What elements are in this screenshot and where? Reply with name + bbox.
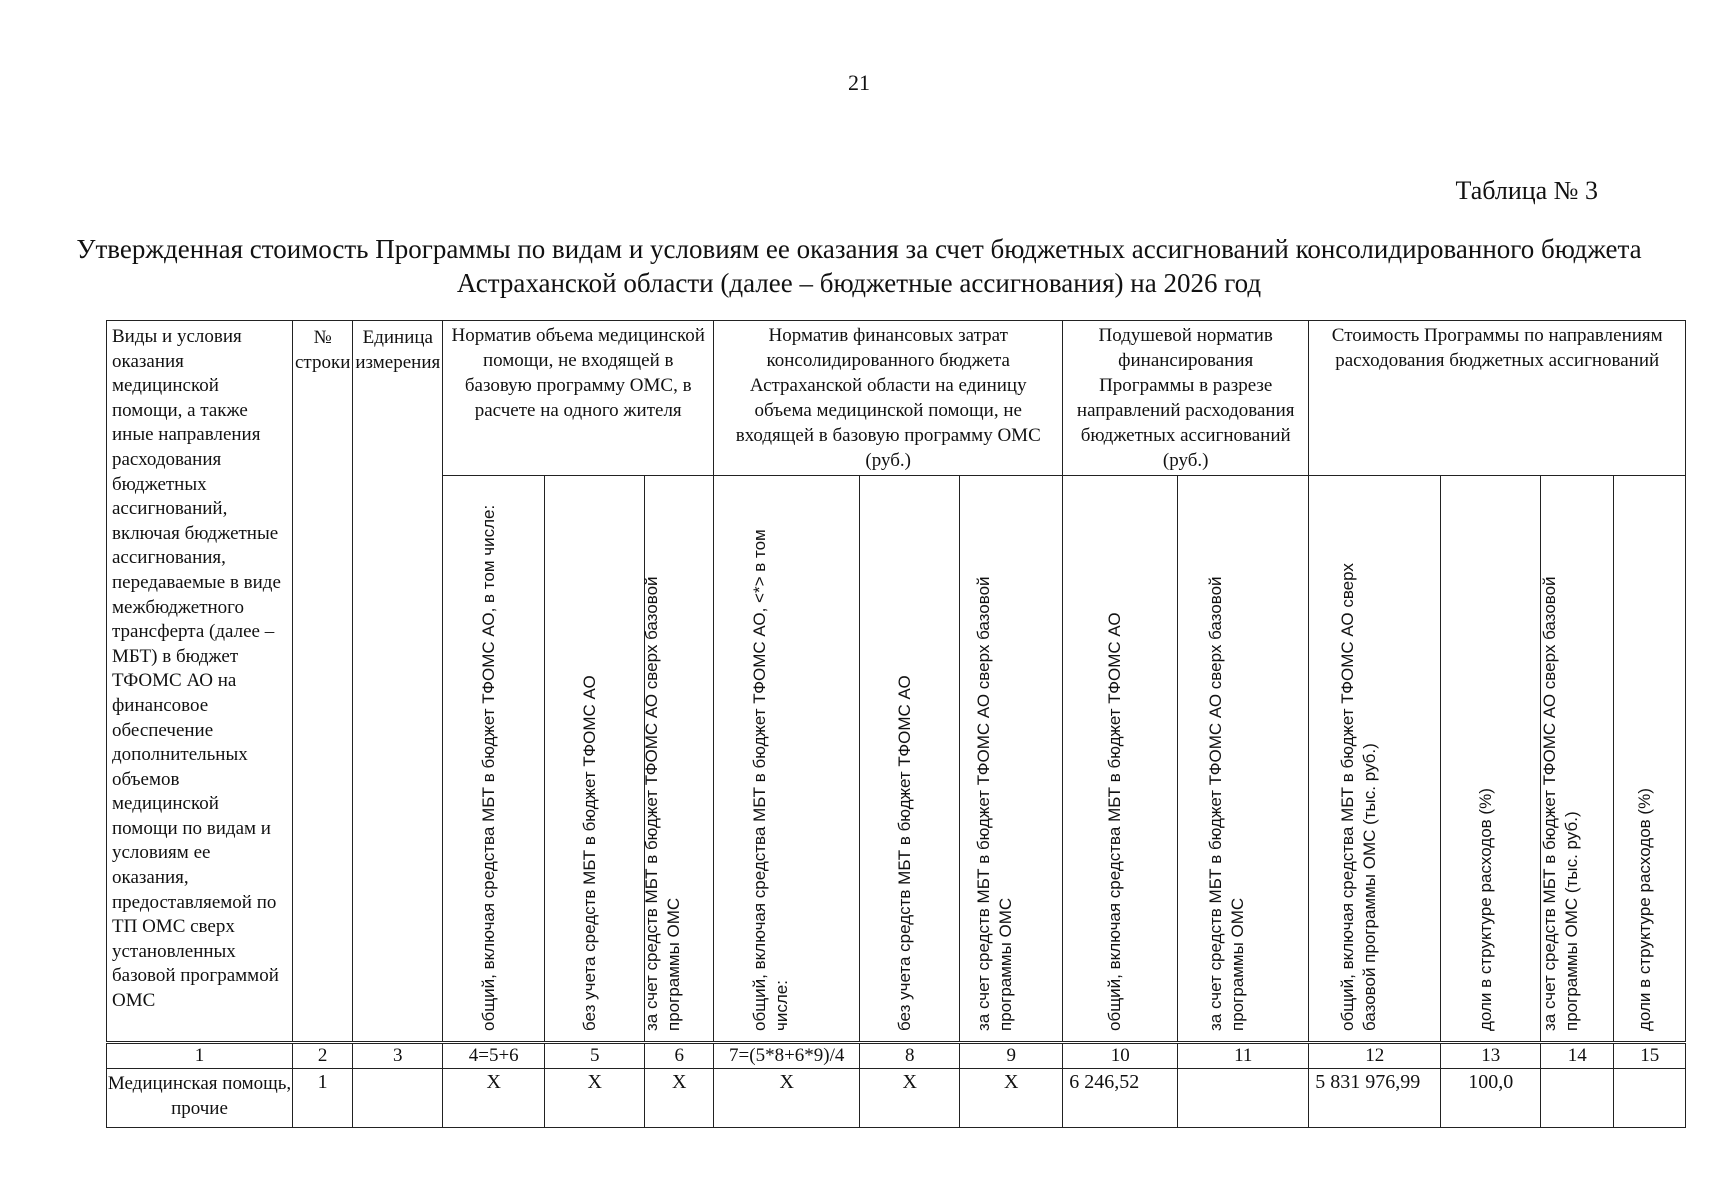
row-unit — [353, 1069, 443, 1128]
col-number: 7=(5*8+6*9)/4 — [714, 1043, 860, 1069]
subheader-11: за счет средств МБТ в бюджет ТФОМС АО сверх базовой программы ОМС — [1178, 476, 1309, 1043]
page-number: 21 — [848, 70, 870, 95]
subheader-7: общий, включая средства МБТ в бюджет ТФОМС АО, <*> в том числе: — [714, 476, 860, 1043]
row-kind: Медицинская помощь, прочие — [107, 1069, 293, 1128]
col-number: 4=5+6 — [443, 1043, 545, 1069]
row-cell: X — [645, 1069, 714, 1128]
subheader-5: без учета средств МБТ в бюджет ТФОМС АО — [545, 476, 645, 1043]
col-number: 3 — [353, 1043, 443, 1069]
col-number: 8 — [860, 1043, 960, 1069]
col-number: 1 — [107, 1043, 293, 1069]
subheader-10: общий, включая средства МБТ в бюджет ТФОМС АО — [1063, 476, 1178, 1043]
row-cell: X — [714, 1069, 860, 1128]
row-cell: X — [860, 1069, 960, 1128]
subheader-15: доли в структуре расходов (%) — [1614, 476, 1686, 1043]
row-cell: X — [960, 1069, 1063, 1128]
col-number: 14 — [1541, 1043, 1614, 1069]
col-number: 10 — [1063, 1043, 1178, 1069]
header-col-unit: Единица измерения — [353, 321, 443, 1043]
col-number: 15 — [1614, 1043, 1686, 1069]
subheader-12: общий, включая средства МБТ в бюджет ТФОМС АО сверх базовой программы ОМС (тыс. руб.) — [1309, 476, 1441, 1043]
row-cell — [1178, 1069, 1309, 1128]
header-col-kinds: Виды и условия оказания медицинской помощи, а также иные направления расходования бюджетных ассигнований, включая бюджетные ассигнования, передаваемые в виде межбюджетного трансферта (далее – МБТ) в бюджет ТФОМС АО на финансовое обеспечение дополнительных объемов медицинской помощи по видам и условиям ее оказания, предоставляемой по ТП ОМС сверх установленных базовой программой ОМС — [107, 321, 293, 1043]
col-number: 12 — [1309, 1043, 1441, 1069]
table-row — [107, 1069, 1686, 1128]
col-number: 2 — [293, 1043, 353, 1069]
header-col-row-number: № строки — [293, 321, 353, 1043]
col-number: 11 — [1178, 1043, 1309, 1069]
header-group-per-capita: Подушевой норматив финансирования Программы в разрезе направлений расходования бюджетных ассигнований (руб.) — [1063, 321, 1309, 476]
subheader-6: за счет средств МБТ в бюджет ТФОМС АО сверх базовой программы ОМС — [645, 476, 714, 1043]
row-cell-share: 100,0 — [1441, 1069, 1541, 1128]
header-row-groups — [107, 321, 1686, 476]
row-cell — [1541, 1069, 1614, 1128]
col-number: 6 — [645, 1043, 714, 1069]
col-number: 13 — [1441, 1043, 1541, 1069]
document-title: Утвержденная стоимость Программы по видам и условиям ее оказания за счет бюджетных ассигнований консолидированного бюджета Астраханской области (далее – бюджетные ассигнования) на 2026 год — [76, 234, 1642, 298]
subheader-14: за счет средств МБТ в бюджет ТФОМС АО сверх базовой программы ОМС (тыс. руб.) — [1541, 476, 1614, 1043]
header-group-volume-norm: Норматив объема медицинской помощи, не входящей в базовую программу ОМС, в расчете на одного жителя — [443, 321, 714, 476]
subheader-4: общий, включая средства МБТ в бюджет ТФОМС АО, в том числе: — [443, 476, 545, 1043]
row-cell-per-capita: 6 246,52 — [1063, 1069, 1178, 1128]
subheader-9: за счет средств МБТ в бюджет ТФОМС АО сверх базовой программы ОМС — [960, 476, 1063, 1043]
header-group-program-cost: Стоимость Программы по направлениям расходования бюджетных ассигнований — [1309, 321, 1686, 476]
subheader-13: доли в структуре расходов (%) — [1441, 476, 1541, 1043]
header-group-cost-norm: Норматив финансовых затрат консолидированного бюджета Астраханской области на единицу объема медицинской помощи, не входящей в базовую программу ОМС (руб.) — [714, 321, 1063, 476]
col-number: 9 — [960, 1043, 1063, 1069]
table-label: Таблица № 3 — [1455, 176, 1598, 205]
row-cell: X — [545, 1069, 645, 1128]
row-cell: X — [443, 1069, 545, 1128]
col-number: 5 — [545, 1043, 645, 1069]
row-cell-program-cost: 5 831 976,99 — [1309, 1069, 1441, 1128]
row-number: 1 — [293, 1069, 353, 1128]
subheader-8: без учета средств МБТ в бюджет ТФОМС АО — [860, 476, 960, 1043]
cost-table — [106, 320, 1686, 1128]
row-cell — [1614, 1069, 1686, 1128]
column-numbers-row — [107, 1043, 1686, 1069]
